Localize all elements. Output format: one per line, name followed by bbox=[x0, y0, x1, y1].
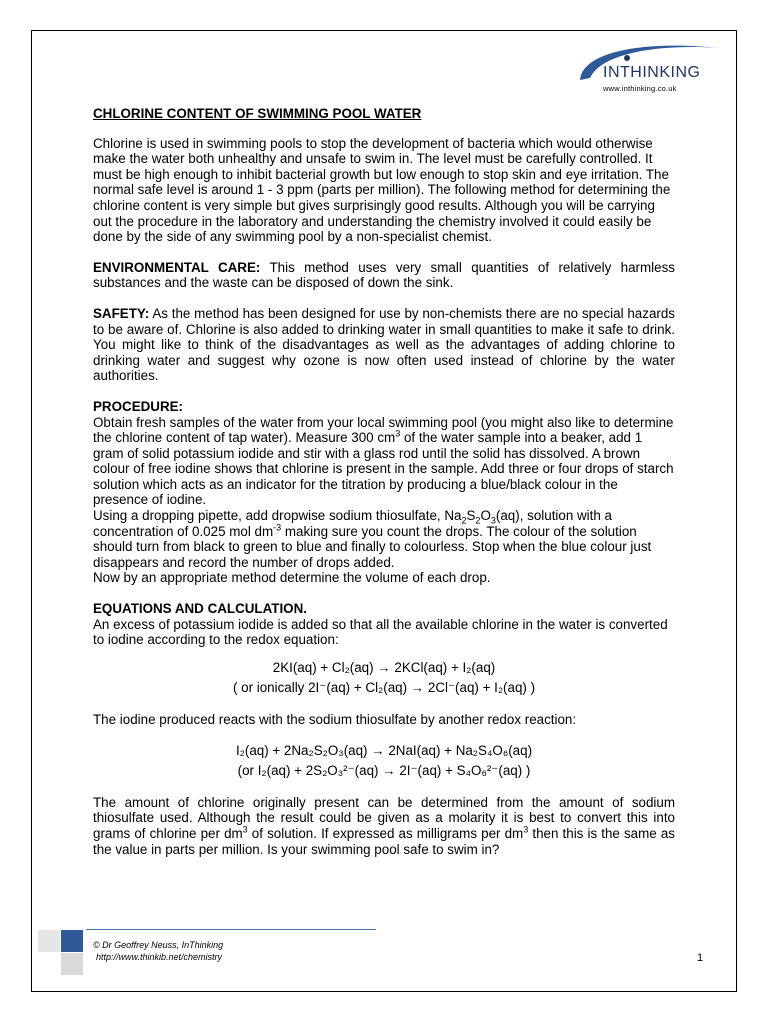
environmental-text: This method uses very small quantities of relatively harmless substances and the waste can be disposed of down the sink. bbox=[93, 259, 675, 291]
equation-1: 2KI(aq) + Cl₂(aq) → 2KCl(aq) + I₂(aq) bbox=[272, 659, 496, 675]
conclusion-text-b: of solution. If expressed as milligrams per dm bbox=[247, 825, 524, 841]
page-number: 1 bbox=[697, 952, 704, 964]
environmental-paragraph bbox=[93, 260, 675, 291]
procedure-p1-text-a: Obtain fresh samples of the water from your local swimming pool (you might also like to determine the chlorine content of tap water). Measure 300 cm bbox=[93, 414, 674, 446]
sup-minus3: -3 bbox=[273, 522, 282, 533]
footer-line bbox=[86, 929, 376, 930]
equations-section bbox=[93, 601, 675, 857]
equation-1-ionic: ( or ionically 2I⁻(aq) + Cl₂(aq) → 2Cl⁻(aq) + I₂(aq) ) bbox=[232, 680, 536, 696]
sub-2b: 2 bbox=[475, 515, 481, 526]
equation-2: I₂(aq) + 2Na₂S₂O₃(aq) → 2NaI(aq) + Na₂S₄O₆(aq) bbox=[235, 742, 533, 758]
procedure-p2-text-e: making sure you count the drops. The colour of the solution should turn from black to green to blue and finally to colourless. Stop when the blue colour just disappears and record the number of drops added. bbox=[93, 523, 652, 570]
sup-3b: 3 bbox=[523, 824, 529, 835]
intro-paragraph: Chlorine is used in swimming pools to stop the development of bacteria which would otherwise make the water both unhealthy and unsafe to swim in. The level must be carefully controlled. It must be high enough to inhibit bacterial growth but low enough to stop skin and eye irritation. The normal safe level is around 1 - 3 ppm (parts per million). The following method for determining the chlorine content is very simple but gives surprisingly good results. Although you will be carrying out the procedure in the laboratory and understanding the chemistry involved it could easily be done by the side of any swimming pool by a non-specialist chemist. bbox=[93, 135, 671, 245]
logo-url: www.inthinking.co.uk bbox=[603, 84, 677, 93]
footer-square-blue bbox=[61, 930, 83, 952]
procedure-p1-sup: 3 bbox=[395, 428, 401, 439]
equation-2-ionic: (or I₂(aq) + 2S₂O₃²⁻(aq) → 2I⁻(aq) + S₄O₆²⁻(aq) ) bbox=[237, 763, 531, 779]
conclusion-text-a: The amount of chlorine originally present can be determined from the amount of sodium thiosulfate used. Although the result could be given as a molarity it is best to convert this into grams of chlorine per dm bbox=[93, 794, 675, 841]
equation-block-2 bbox=[93, 743, 675, 779]
procedure-p1-text-b: of the water sample into a beaker, add 1 gram of solid potassium iodide and stir with a glass rod until the solid has dissolved. A brown colour of free iodine shows that chlorine is present in the sample. Add three or four drops of starch solution which acts as an indicator for the titration by producing a blue/black colour in the presence of iodine. bbox=[93, 430, 674, 508]
sub-2a: 2 bbox=[461, 515, 467, 526]
safety-text: As the method has been designed for use by non-chemists there are no special hazards to be aware of. Chlorine is also added to drinking water in small quantities to make it safe to drink. You might like to think of the disadvantages as well as the advantages of adding chlorine to drinking water and suggest why ozone is now often used instead of chlorine by the water authorities. bbox=[93, 305, 675, 384]
sub-3: 3 bbox=[490, 515, 496, 526]
procedure-p2-text-a: Using a dropping pipette, add dropwise sodium thiosulfate, Na bbox=[93, 508, 462, 524]
procedure-p2 bbox=[93, 508, 675, 570]
equations-heading: EQUATIONS AND CALCULATION. bbox=[93, 601, 307, 617]
equation-block-1 bbox=[93, 660, 675, 696]
safety-paragraph bbox=[93, 306, 675, 384]
logo-text: INTHINKING bbox=[603, 64, 701, 81]
page-title: CHLORINE CONTENT OF SWIMMING POOL WATER bbox=[93, 106, 422, 121]
footer-square-gray-2 bbox=[61, 953, 83, 975]
sup-3a: 3 bbox=[242, 824, 248, 835]
equations-intro: An excess of potassium iodide is added so that all the available chlorine in the water is converted to iodine according to the redox equation: bbox=[93, 616, 668, 648]
safety-heading: SAFETY: bbox=[93, 305, 150, 321]
procedure-section bbox=[93, 399, 675, 586]
procedure-p3: Now by an appropriate method determine the volume of each drop. bbox=[93, 570, 491, 586]
conclusion-text-c: then this is the same as the value in parts per million. Is your swimming pool safe to swim in? bbox=[93, 825, 675, 857]
procedure-p1 bbox=[93, 415, 675, 509]
footer-square-gray-1 bbox=[38, 930, 60, 952]
procedure-heading: PROCEDURE: bbox=[93, 398, 184, 414]
footer-copyright: © Dr Geoffrey Neuss, InThinking bbox=[93, 940, 224, 950]
equations-between: The iodine produced reacts with the sodium thiosulfate by another redox reaction: bbox=[93, 712, 577, 727]
procedure-p2-text-d: (aq), solution with a concentration of 0.025 mol dm bbox=[93, 508, 612, 539]
environmental-heading: ENVIRONMENTAL CARE: bbox=[93, 259, 261, 275]
footer-url: http://www.thinkib.net/chemistry bbox=[96, 952, 223, 962]
procedure-p2-text-c: O bbox=[480, 508, 491, 524]
conclusion-paragraph bbox=[93, 795, 675, 857]
procedure-p2-text-b: S bbox=[466, 508, 476, 524]
document-body bbox=[93, 106, 675, 872]
